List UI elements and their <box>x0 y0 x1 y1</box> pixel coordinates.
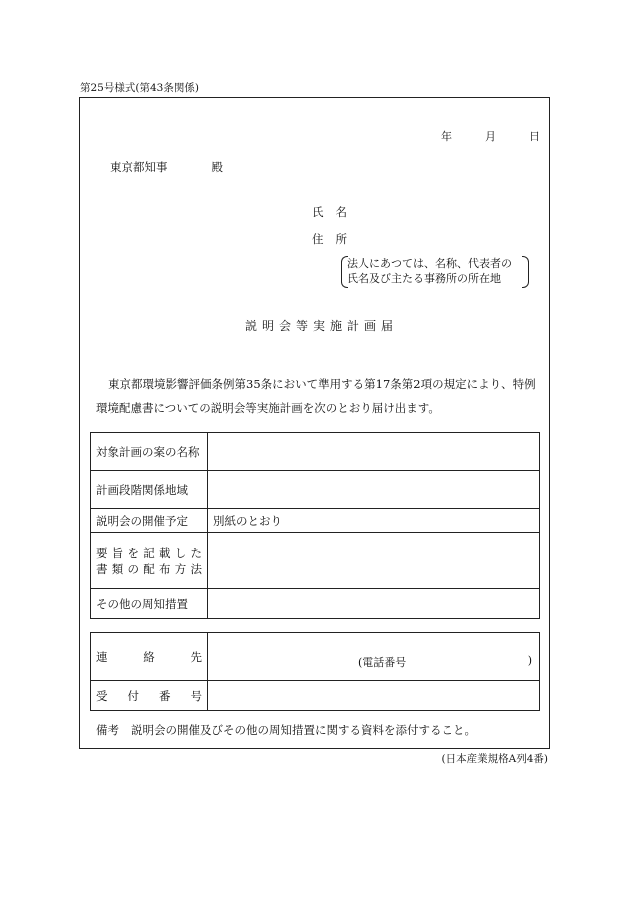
meeting-schedule-value[interactable]: 別紙のとおり <box>208 509 540 533</box>
other-measures-value[interactable] <box>208 589 540 619</box>
table-row <box>91 533 540 589</box>
contact-label <box>91 633 208 681</box>
applicant-name-label: 氏名 <box>312 205 359 219</box>
date-day-field[interactable]: 日 <box>529 130 540 143</box>
phone-number-field[interactable] <box>213 654 534 670</box>
remark-text: 説明会の開催及びその他の周知措置に関する資料を添付すること。 <box>131 723 476 737</box>
distribution-method-label-line1: 要 旨 を 記 載 し た <box>96 545 202 560</box>
applicant-address-label: 住所 <box>312 232 359 246</box>
receipt-number-value[interactable] <box>208 681 540 711</box>
document-title: 説明会等実施計画届 <box>245 319 399 333</box>
plan-name-label: 対象計画の案の名称 <box>91 433 208 471</box>
paper-size-note: (日本産業規格A列4番) <box>441 753 548 765</box>
corporation-note-line1: 法人にあつては、名称、代表者の <box>347 257 512 270</box>
right-bracket <box>522 256 529 288</box>
date-line <box>441 131 540 142</box>
contact-label-text: 連 絡 先 <box>96 649 202 664</box>
receipt-number-label-text: 受 付 番 号 <box>96 688 202 703</box>
remark-label: 備考 <box>96 723 119 737</box>
form-number: 第25号様式(第43条関係) <box>80 82 199 94</box>
table-row <box>91 509 540 533</box>
addressee-name: 東京都知事 <box>110 160 168 174</box>
distribution-method-value[interactable] <box>208 533 540 589</box>
table-row <box>91 433 540 471</box>
remark <box>96 725 476 737</box>
table-row <box>91 633 540 681</box>
corporation-note <box>341 256 529 286</box>
date-month-field[interactable]: 月 <box>485 130 496 143</box>
related-area-label: 計画段階関係地域 <box>91 471 208 509</box>
date-year-field[interactable]: 年 <box>441 130 452 143</box>
table-row <box>91 589 540 619</box>
phone-close-paren: ) <box>527 653 532 667</box>
corporation-note-line2: 氏名及び主たる事務所の所在地 <box>347 272 501 285</box>
phone-label: (電話番号 <box>358 655 407 669</box>
distribution-method-label-line2: 書 類 の 配 布 方 法 <box>96 561 202 576</box>
plan-name-value[interactable] <box>208 433 540 471</box>
meeting-schedule-label: 説明会の開催予定 <box>91 509 208 533</box>
table-row <box>91 471 540 509</box>
other-measures-label: その他の周知措置 <box>91 589 208 619</box>
addressee-honorific: 殿 <box>211 160 223 174</box>
distribution-method-label <box>91 533 208 589</box>
plan-table <box>90 432 540 619</box>
related-area-value[interactable] <box>208 471 540 509</box>
addressee <box>110 162 223 174</box>
contact-table <box>90 632 540 711</box>
body-paragraph: 東京都環境影響評価条例第35条において準用する第17条第2項の規定により、特例環境配慮書についての説明会等実施計画を次のとおり届け出ます。 <box>96 377 536 415</box>
contact-value[interactable] <box>208 633 540 681</box>
receipt-number-label <box>91 681 208 711</box>
table-row <box>91 681 540 711</box>
